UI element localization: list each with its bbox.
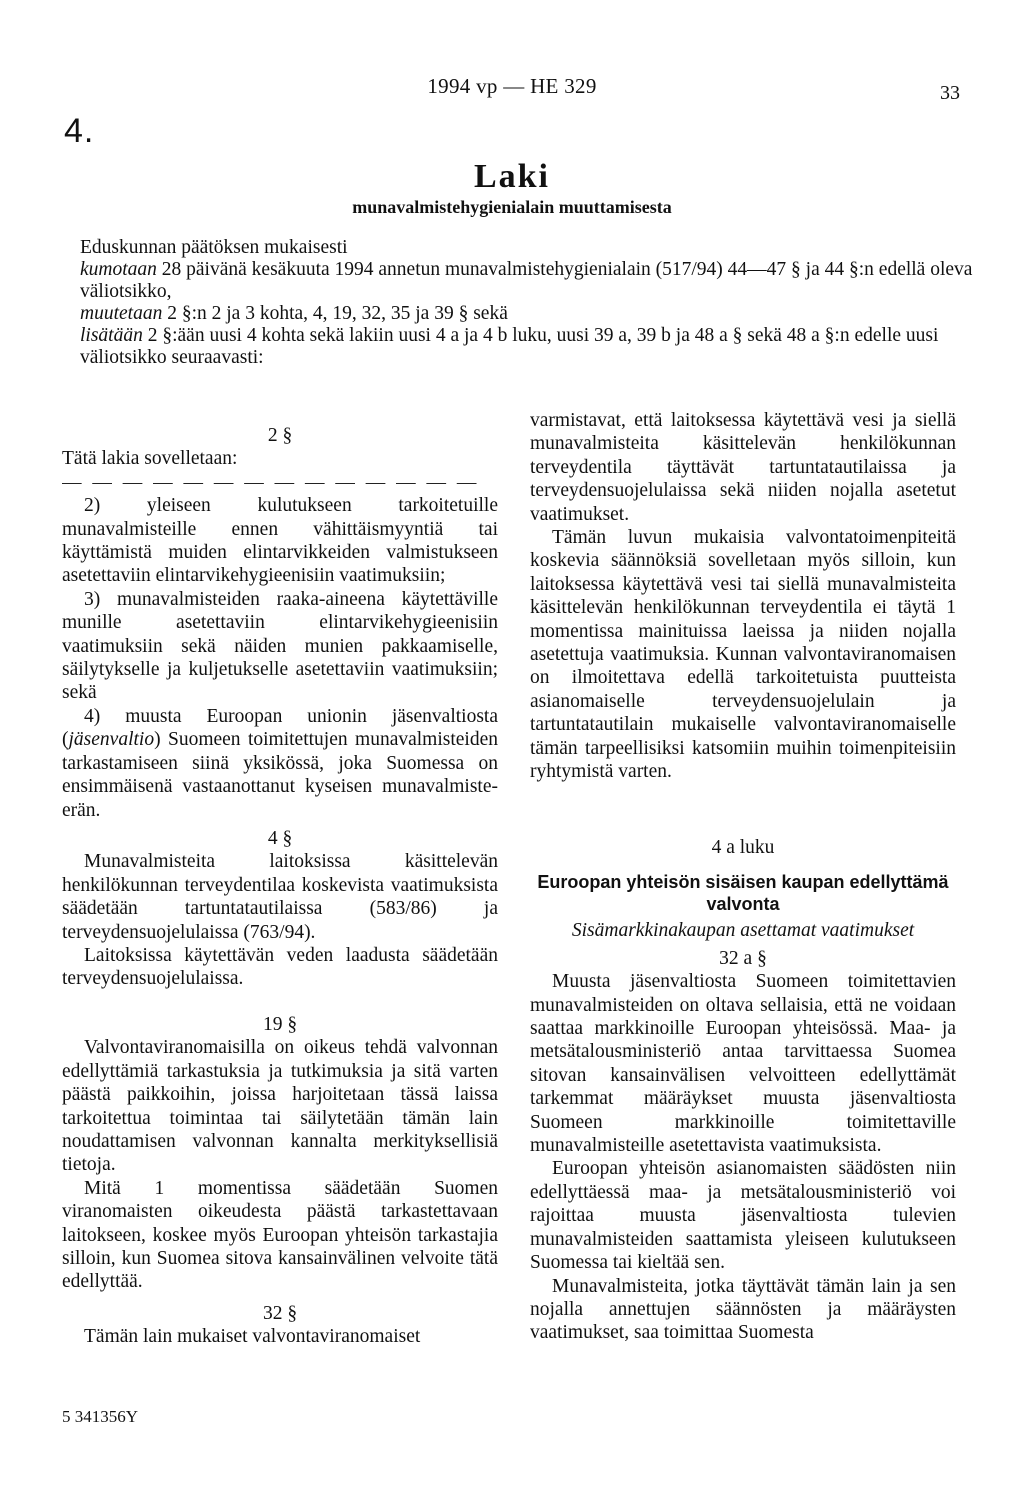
add-keyword: lisätään xyxy=(80,325,143,346)
chapter-4a xyxy=(530,836,956,1345)
law-subtitle: munavalmistehygienialain muuttamisesta xyxy=(352,197,672,217)
chapter-number: 4 a luku xyxy=(711,837,775,858)
printer-code: 5 341356Y xyxy=(62,1407,139,1426)
item-4-text-b: ) Suomeen toimitettujen munavalmisteiden tarkastamiseen siinä yksikössä, joka Suomessa on ensimmäisenä vastaanottanut kyseisen munavalmiste-erän. xyxy=(62,729,498,821)
section-32a-heading: 32 a § xyxy=(719,947,767,969)
law-title: Laki xyxy=(473,158,551,195)
left-column-sec4 xyxy=(62,827,498,991)
continued-para-2: Tämän luvun mukaisia valvontatoimenpiteitä koskevia säännöksiä sovelletaan myös silloin, kun laitoksessa käytettävä vesi tai siellä munavalmisteita käsittelevän henkilökunnan terveydentila ei täytä 1 momentissa mainituissa laeissa ja niiden nojalla asetettuja vaatimuksia. Kunnan valvontaviranomaisen on ilmoitettava edellä tarkoitetuista puutteista asianomaiselle terveydensuojelulain ja tartuntatautilain mukaiselle valvontaviranomaiselle tämän tarpeellisiksi katsomiin muihin toimenpiteisiin ryhtymistä varten. xyxy=(530,527,956,783)
repeal-keyword: kumotaan xyxy=(80,259,157,280)
section-4-heading: 4 § xyxy=(267,828,293,849)
preamble-line: Eduskunnan päätöksen mukaisesti xyxy=(80,237,348,258)
right-column xyxy=(530,409,956,784)
section-4-para-1: Munavalmisteita laitoksissa käsittelevän henkilökunnan terveydentilaa koskevista vaatimuksista säädetään tartuntatautilaissa (583/86) ja terveydensuojelulaissa (763/94). xyxy=(62,851,498,943)
left-column xyxy=(62,424,498,822)
section-19-para-2: Mitä 1 momentissa säädetään Suomen viranomaisten oikeudesta päästä tarkastettavaan laitokseen, koskee myös Euroopan yhteisön tarkastajia silloin, kun Suomea sitova kansainvälinen velvoite tätä edellyttää. xyxy=(62,1177,498,1293)
section-2-heading: 2 § xyxy=(267,425,293,446)
repeal-text: 28 päivänä kesäkuuta 1994 annetun munavalmistehygienialain (517/94) 44—47 § ja 44 §:n edellä oleva väliotsikko, xyxy=(80,259,973,302)
add-clause xyxy=(80,325,980,369)
section-2-item-4 xyxy=(62,705,498,822)
running-header: 1994 vp — HE 329 xyxy=(427,74,597,98)
page-number: 33 xyxy=(940,82,960,104)
chapter-title: Euroopan yhteisön sisäisen kaupan edellyttämä valvonta xyxy=(537,872,949,915)
section-19-heading: 19 § xyxy=(262,1014,298,1035)
section-32-heading: 32 § xyxy=(262,1303,298,1324)
omission-dashes: — — — — — — — — — — — — — — xyxy=(62,471,480,493)
preamble xyxy=(80,237,980,369)
left-column-sec19 xyxy=(62,1013,498,1294)
section-2-item-2: 2) yleiseen kulutukseen tarkoitetuille munavalmisteille ennen vähittäismyyntiä tai käyttämistä muiden elintarvikkeiden valmistukseen asetettaviin elintarvikehygieenisiin vaatimuksiin; xyxy=(62,495,498,587)
section-32a-para-1: Muusta jäsenvaltiosta Suomeen toimitettavien munavalmisteiden on oltava sellaisia, että ne voidaan saattaa markkinoille Euroopan yhteisössä. Maa- ja metsätalousministeriö antaa tarvittaessa Suomea sitovan kansainvälisen velvoitteen edellyttämät tarkemmat määräykset muusta jäsenvaltiosta Suomeen markkinoille toimitettaville munavalmisteille asetettavista vaatimuksista. xyxy=(530,971,956,1157)
chapter-subtitle: Sisämarkkinakaupan asettamat vaatimukset xyxy=(571,920,915,942)
section-19-para-1: Valvontaviranomaisilla on oikeus tehdä valvonnan edellyttämiä tarkastuksia ja tutkimuksia ja sitä varten päästä paikkoihin, joissa harjoitetaan tässä laissa tarkoitettua toimintaa tai säilytetään tämän lain noudattamisen valvonnan kannalta merkityksellisiä tietoja. xyxy=(62,1037,498,1176)
amend-text: 2 §:n 2 ja 3 kohta, 4, 19, 32, 35 ja 39 § sekä xyxy=(162,303,508,324)
repeal-clause xyxy=(80,259,980,303)
section-32a-para-3: Munavalmisteita, jotka täyttävät tämän lain ja sen nojalla annettujen säännösten ja määräysten vaatimukset, saa toimittaa Suomesta xyxy=(530,1275,956,1344)
section-32-para-1: Tämän lain mukaiset valvontaviranomaiset xyxy=(84,1326,421,1348)
section-2-intro: Tätä lakia sovelletaan: xyxy=(62,448,238,470)
item-4-text-a: 4) muusta Euroopan unionin jäsenvaltiosta ( xyxy=(62,705,498,751)
amend-clause xyxy=(80,303,980,325)
section-32a-para-2: Euroopan yhteisön asianomaisten säädösten niin edellyttäessä maa- ja metsätalousministeriö voi rajoittaa muusta jäsenvaltiosta tulevien munavalmisteiden saattamista yleiseen kulutukseen Suomessa tai kieltää sen. xyxy=(530,1158,956,1274)
left-column-sec32 xyxy=(62,1302,498,1349)
amend-keyword: muutetaan xyxy=(80,303,163,324)
section-2-item-3: 3) munavalmisteiden raaka-aineena käytettäville munille asetettaviin elintarvikehygieenisiin vaatimuksiin sekä näiden munien pakkaamiselle, säilytykselle ja kuljetukselle asetettaviin vaatimuksiin; sekä xyxy=(62,588,498,704)
add-text: 2 §:ään uusi 4 kohta sekä lakiin uusi 4 a ja 4 b luku, uusi 39 a, 39 b ja 48 a § sekä 48 a §:n edelle uusi väliotsikko seuraavasti: xyxy=(80,325,939,368)
law-number: 4. xyxy=(64,112,95,150)
continued-para-1: varmistavat, että laitoksessa käytettävä vesi ja siellä munavalmisteita käsittelevän henkilökunnan terveydentila täyttävät tartuntatautilaissa ja terveydensuojelulaissa sekä niiden nojalla asetetut vaatimukset. xyxy=(530,410,956,525)
section-4-para-2: Laitoksissa käytettävän veden laadusta säädetään terveydensuojelulaissa. xyxy=(62,945,498,990)
item-4-defined-term: jäsenvaltio xyxy=(68,729,155,751)
